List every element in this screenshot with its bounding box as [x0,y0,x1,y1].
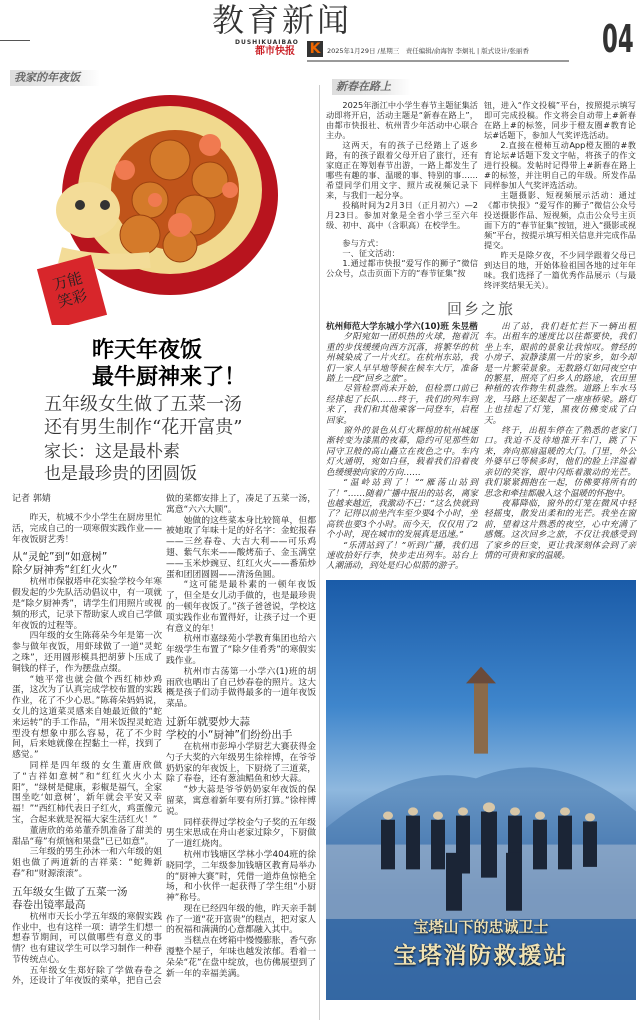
section-tag-left: 我家的年夜饭 [10,70,100,86]
paragraph: “温岭站到了！”“雁荡山站到了！”……随着广播中报出的站名，离家也越来越近，我激动不已：“这么快就到了？记得以前坐汽车至少要4个小时，坐高铁也要3个小时。而今天，仅仅用了2个小时，现在城市的发展真是迅速。” [326,478,478,541]
red-envelope-text: 万能笑彩 [50,268,90,312]
paragraph: 1.通过都市快报“爱写作的狮子”微信公众号，点击页面下方的“春节征集”按 [326,258,478,278]
brand-name: 都市快报 [255,46,295,57]
paragraph: 钮，进入“作文投稿”平台，按照提示填写即可完成投稿。作文将会自动带上#新春在路上#的标签，同步于橙友圈#教育论坛#话题下，参加人气奖评选活动。 [484,100,636,140]
essay-title: 回乡之旅 [446,300,515,318]
paragraph: 2.直接在橙柿互动App橙友圈的#教育论坛#话题下发文字帖，将孩子的作文进行投稿。发帖时记得带上#新春在路上#的标签，并注明自己的年级。所发作品同样参加人气奖评选活动。 [484,140,636,190]
paragraph: 这两天，有的孩子已经踏上了返乡路，有的孩子跟着父母开启了旅行，还有家庭正在筹划春节出游，一路上都发生了哪些有趣的事、温暖的事、特别的事……希望同学们用文字、照片或视频记录下来，与我们一起分享。 [326,140,478,200]
paragraph: 杭州市天长小学五年级的寒假实践作业中，也有这样一项：请学生们想一想春节期间，可以做哪些有意义的事情？也有建议学生可以学习制作一种春节传统点心。 [12,911,162,965]
right-panel [326,100,636,1000]
notice-columns [326,100,636,290]
headline-line-2: 最牛厨神来了！ [92,365,247,390]
quote-line-2: 也是最珍贵的团圆饭 [44,464,197,484]
paragraph: 终于，出租车停在了熟悉的老家门口。我迫不及待地推开车门，跳了下来，奔向那扇温暖的大门。门里，外公外婆早已等候多时，他们的脸上洋溢着亲切的笑容，眼中闪烁着激动的光芒。我们紧紧拥抱在一起，仿佛要将所有的思念和牵挂都融入这个温暖的怀抱中。 [484,426,636,499]
brand-en: DUSHIKUAIBAO [235,39,299,46]
paragraph: “她平常也就会做个西红柿炒鸡蛋，这次为了认真完成学校布置的实践作业，花了不少心思。”陈蒋朵妈妈说，女儿的这道菜灵感来自她最近做的“蛇来运转”的手工作品，“用米饭捏灵蛇造型没有想象中那么容易，花了不少时间，后来她就像在捏黏土一样，找到了感觉。” [12,674,162,761]
paragraph: “炒大蒜是爷爷奶奶家年夜饭的保留菜，寓意着新年要有所打算。”徐梓博说。 [166,785,316,817]
paragraph: 尽管检票尚未开始，但检票口前已经排起了长队……终于，我们的列车到来了，我们和其他乘客一同登车，启程回家。 [326,384,478,426]
paragraph: 窗外的景色从灯火辉煌的杭州城逐渐转变为漆黑的夜幕，隐约可见那些如同守卫般的高山矗立在夜色之中。车内灯火通明，宛如白昼，载着我们沿着夜色缓缓驶向家的方向…… [326,426,478,478]
quote-line-1: 家长：这是最朴素 [44,442,180,462]
subheadline-line-1: 五年级女生做了五菜一汤 [44,394,242,415]
issue-info: 2025年1月29日 /星期三 责任编辑/俞海智 李炯礼 | 版式设计/张丽香 [327,47,529,55]
paragraph: 杭州市保俶塔申花实验学校今年寒假发起的少先队活动倡议中，有一项就是“除夕厨神秀”，请学生们用照片或视频的形式，记录下帮助家人或自己学做年夜饭的过程等。 [12,577,162,631]
article-column-1 [12,494,162,987]
section-subhead: 春卷出镜率最高 [12,898,86,911]
paragraph: 她做的这些菜本身比较简单，但都被她取了年味十足的好名字：金蛇报春——三丝春卷、大吉大利——可乐鸡翅、紫气东来——酸烤茄子、金玉满堂——玉米炒豌豆、红红火火——番茄炒蛋和团团圆圆——清汤鱼圆。 [166,515,316,580]
section-title: 教育新闻 [212,1,353,39]
brand-logo-icon: K [307,41,323,57]
paragraph: 昨天是除夕夜，不少同学跟着父母已到达目的地，开始体验祖国各地的过年年味。我们选择了一篇优秀作品展示（与最终评奖结果无关）。 [484,250,636,290]
notice-column-2 [484,100,636,290]
poster-subtitle: 宝塔山下的忠诚卫士 [413,917,549,936]
paragraph: 五年级女生郑好除了学做春卷之外，还设计了年夜饭的菜单，把自己会 [12,965,162,987]
page-number: 04 [602,17,634,61]
paragraph: 同样是四年级的女生董唐欣做了“吉祥如意树”和“红红火火小太阳”，“绿树是健康，彩椒是福气，全家围坐吃‘如意树’，新年就会平安又幸福！”“西红柿代表日子红火，鸡蛋像元宝，合起来就是祝福大家生活红火！” [12,760,162,825]
byline: 记者 郭婧 [12,494,51,504]
column-divider [319,85,320,1020]
paragraph: 投稿时间为2月3日（正月初六）—2月23日。参加对象是全省小学三至六年级、初中、高中（含职高）在校学生。 [326,200,478,230]
paragraph: 一、征文活动： [342,248,400,258]
paragraph: 主题摄影、短视频展示活动：通过《都市快报》“爱写作的狮子”微信公众号投送摄影作品、短视频，点击公众号主页面下方的“春节征集”按钮，进入“摄影或视频”平台，按提示填写相关信息并完成作品提交。 [484,190,636,250]
section-subhead: 除夕厨神秀“红红火火” [12,564,118,577]
paragraph: 出了站，我们赶忙拦下一辆出租车。出租车的速度比以往都要快，我们坐上车，眼前的景象让我惊叹。曾经的小房子、寂静漆黑一片的家乡，如今却是一片繁荣景象。无数路灯如同夜空中的繁星，照亮了归乡人的路途，农田里种植的农作物生机盎然。道路上车水马龙，马路上还架起了一座座桥梁。路灯上也挂起了灯笼，黑夜仿佛变成了白天。 [484,322,636,426]
paragraph: 杭州市嘉绿苑小学教育集团也给六年级学生布置了“除夕佳肴秀”的寒假实践作业。 [166,634,316,666]
paragraph: 三年级的男生孙沐一和六年级的姐姐也做了两道新的吉祥菜：“蛇舞新春”和“财源滚滚”。 [12,847,162,879]
paragraph: “乐清站到了！”听到广播，我们迅速收拾好行李，快步走出列车。站台上人潮涌动，到处是归心似箭的游子。 [326,540,478,572]
subheadline-line-2: 还有男生制作“花开富贵” [44,417,243,438]
essay-column-1 [326,322,478,572]
paragraph: “这可能是最朴素的一顿年夜饭了，但全是女儿动手做的，也是最珍贵的一顿年夜饭了。”孩子爸爸说，学校这项实践作业布置得好，让孩子过一个更有意义的年！ [166,580,316,634]
paragraph: 参与方式： [342,238,384,248]
paragraph: 当糕点在烤箱中慢慢膨胀，香气弥漫整个屋子，年味也越发浓郁。看着一朵朵“花”在盘中绽放，也仿佛展望到了新一年的幸福美满。 [166,936,316,979]
quote-subheadline [44,441,197,485]
paragraph: 四年级的女生陈蒋朵今年是第一次参与做年夜饭，用虾球做了一道“灵蛇之珠”，还用圆形模具把胡萝卜压成了铜钱的样子，作为摆盘点缀。 [12,631,162,674]
paragraph: 杭州市古荡第一小学六(1)班的胡雨欣也晒出了自己炒春卷的照片。这大概是孩子们动手做得最多的一道年夜饭菜品。 [166,666,316,710]
paragraph: 夕阳宛如一团炽热的火球，拖着沉重的步伐缓缓向西方沉落，将繁华的杭州城染成了一片火红。在杭州东站，我们一家人早早地等候在候车大厅，准备踏上一段“回乡之旅”。 [326,332,478,385]
essay-column-2 [484,322,636,561]
paragraph: 在杭州市彭埠小学厨艺大赛获得金勺子大奖的六年级男生徐梓博，在爷爷奶奶家的年夜饭上，下厨烧了三道菜，除了春卷，还有葱油鲳鱼和炒大蒜。 [166,741,316,785]
paragraph: 做的菜都安排上了，凑足了五菜一汤，寓意“六六大顺”。 [166,494,316,515]
headline [92,337,246,391]
paragraph: 杭州市钱塘区学林小学404班的徐晓同学，二年级参加钱塘区教育局举办的“厨神大赛”时，凭借一道炸鱼惊艳全场，和小伙伴一起获得了学生组“小厨神”称号。 [166,849,316,904]
paragraph: 夜幕降临，窗外的灯笼在微风中轻轻摇曳，散发出柔和的光芒。我坐在窗前，望着这片熟悉的夜空，心中充满了感慨。这次回乡之旅，不仅让我感受到了家乡的巨变，更让我深刻体会到了亲情的可贵和家的温暖。 [484,498,636,561]
section-tag-right: 新春在路上 [332,79,411,95]
section-subhead: 从“灵蛇”到“如意树” [12,551,108,564]
paragraph: 董唐欣的弟弟董乔凯准备了甜美的甜品“莓”有烦恼和果盘“已已如意”。 [12,825,162,847]
pagoda-icon [474,679,488,753]
notice-column-1 [326,100,478,278]
poster-title: 宝塔消防救援站 [393,942,569,969]
essay-author: 杭州师范大学东城小学六(10)班 朱昱楷 [326,322,478,332]
headline-line-1: 昨天年夜饭 [92,338,203,363]
section-subhead: 过新年就要炒大蒜 [166,715,250,728]
section-subhead: 五年级女生做了五菜一汤 [12,885,128,898]
paragraph: 2025年浙江中小学生春节主题征集活动即将开启，活动主题是“新春在路上”，由都市快报社、杭州青少年活动中心联合主办。 [326,100,478,140]
header-rule-left [0,40,30,41]
paragraph: 昨天，杭城不少小学生在厨房里忙活，完成自己的一项寒假实践作业——年夜饭厨艺秀！ [12,513,162,545]
article-column-1-body [12,513,162,987]
spacer [326,230,478,238]
header-rule [307,60,569,62]
fire-station-poster [326,580,636,1000]
paragraph: 同样获得过学校金勺子奖的五年级男生宋思成在舟山老家过除夕，下厨做了一道红烧肉。 [166,817,316,850]
essay-columns [326,322,636,572]
section-subhead: 学校的小“厨神”们纷纷出手 [166,728,293,741]
essay-column-1-body [326,332,478,571]
article-column-2 [166,494,316,979]
subheadline [44,393,242,439]
paragraph: 现在已经四年级的他，昨天亲手制作了一道“花开富贵”的糕点，把对家人的祝福和满满的心意都融入其中。 [166,903,316,936]
article-columns [12,494,316,987]
